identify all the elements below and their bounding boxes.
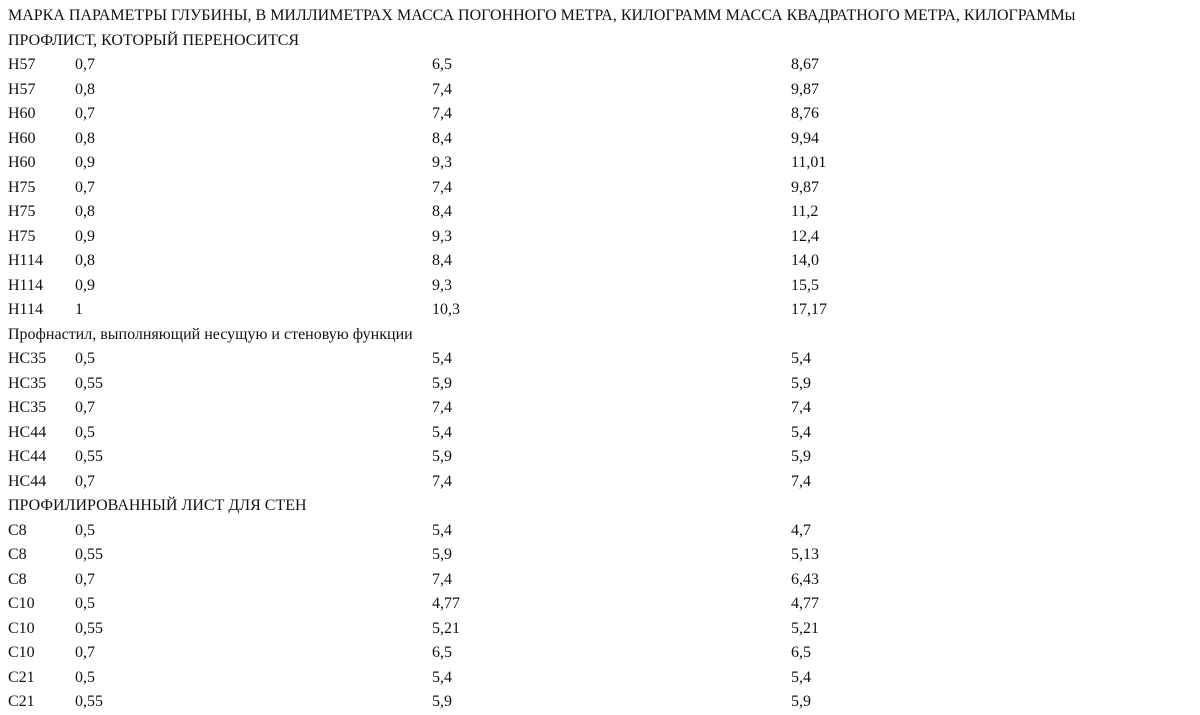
mark-cell: С21 [8,668,35,686]
depth-cell: 0,8 [75,252,95,269]
square-mass-cell: 12,4 [791,227,819,245]
square-mass-cell: 7,4 [791,399,811,416]
depth-cell: 0,5 [75,668,95,686]
linear-mass-cell: 5,9 [432,546,452,563]
linear-mass-cell: 8,4 [432,203,452,220]
table-row [8,225,1200,250]
linear-mass-cell: 7,4 [432,105,452,122]
table-row [8,127,1200,152]
table-row [8,274,1200,299]
mark-cell: Н57 [8,80,36,98]
depth-cell: 0,8 [75,129,95,147]
table-header: МАРКА ПАРАМЕТРЫ ГЛУБИНЫ, В МИЛЛИМЕТРАХ МАССА ПОГОННОГО МЕТРА, КИЛОГРАММ МАССА КВАДРАТНОГО МЕТРА, КИЛОГРАММы [8,7,1076,24]
square-mass-cell: 8,67 [791,56,819,73]
square-mass-cell: 9,87 [791,80,819,98]
mark-cell: С8 [8,546,27,563]
square-mass-cell: 5,9 [791,374,811,392]
table-body [8,29,1200,715]
table-row [8,445,1200,470]
linear-mass-cell: 7,4 [432,399,452,416]
table-row [8,249,1200,274]
table-row [8,421,1200,446]
mark-cell: НС44 [8,423,47,441]
table-row [8,176,1200,201]
linear-mass-cell: 9,3 [432,227,452,245]
depth-cell: 0,55 [75,448,103,465]
depth-cell: 0,7 [75,399,95,416]
mark-cell: Н114 [8,276,43,294]
square-mass-cell: 17,17 [791,301,827,318]
depth-cell: 0,55 [75,374,103,392]
table-row [8,568,1200,593]
table-row [8,200,1200,225]
depth-cell: 0,7 [75,570,95,588]
mark-cell: С10 [8,644,35,661]
linear-mass-cell: 9,3 [432,276,452,294]
square-mass-cell: 5,9 [791,448,811,465]
mark-cell: С10 [8,595,35,612]
square-mass-cell: 6,5 [791,644,811,661]
depth-cell: 1 [75,301,83,318]
linear-mass-cell: 5,4 [432,668,452,686]
depth-cell: 0,55 [75,693,103,710]
depth-cell: 0,55 [75,619,103,637]
linear-mass-cell: 8,4 [432,129,452,147]
mark-cell: Н60 [8,154,36,171]
square-mass-cell: 5,13 [791,546,819,563]
square-mass-cell: 14,0 [791,252,819,269]
table-row [8,690,1200,715]
linear-mass-cell: 7,4 [432,570,452,588]
square-mass-cell: 5,4 [791,668,811,686]
table-row [8,78,1200,103]
depth-cell: 0,5 [75,350,95,367]
table-row [8,519,1200,544]
square-mass-cell: 4,77 [791,595,819,612]
depth-cell: 0,5 [75,521,95,539]
square-mass-cell: 11,2 [791,203,819,220]
mark-cell: НС44 [8,448,47,465]
square-mass-cell: 8,76 [791,105,819,122]
depth-cell: 0,8 [75,203,95,220]
mark-cell: Н75 [8,203,36,220]
linear-mass-cell: 6,5 [432,644,452,661]
linear-mass-cell: 9,3 [432,154,452,171]
square-mass-cell: 5,4 [791,350,811,367]
mark-cell: НС35 [8,374,47,392]
section-title: ПРОФИЛИРОВАННЫЙ ЛИСТ ДЛЯ СТЕН [8,497,307,514]
linear-mass-cell: 4,77 [432,595,460,612]
square-mass-cell: 9,87 [791,178,819,196]
table-row [8,592,1200,617]
mark-cell: Н114 [8,301,43,318]
depth-cell: 0,7 [75,472,95,490]
table-row [8,543,1200,568]
table-row [8,372,1200,397]
depth-cell: 0,7 [75,178,95,196]
mark-cell: Н57 [8,56,36,73]
table-row [8,666,1200,691]
mark-cell: С10 [8,619,35,637]
linear-mass-cell: 5,9 [432,448,452,465]
depth-cell: 0,5 [75,423,95,441]
square-mass-cell: 6,43 [791,570,819,588]
square-mass-cell: 15,5 [791,276,819,294]
mark-cell: С21 [8,693,35,710]
section-title: ПРОФЛИСТ, КОТОРЫЙ ПЕРЕНОСИТСЯ [8,31,300,49]
depth-cell: 0,8 [75,80,95,98]
linear-mass-cell: 7,4 [432,178,452,196]
mark-cell: Н60 [8,105,36,122]
table-row [8,151,1200,176]
linear-mass-cell: 8,4 [432,252,452,269]
linear-mass-cell: 5,9 [432,374,452,392]
depth-cell: 0,9 [75,227,95,245]
square-mass-cell: 9,94 [791,129,819,147]
table-row [8,102,1200,127]
mark-cell: С8 [8,570,27,588]
linear-mass-cell: 5,4 [432,521,452,539]
table-row [8,396,1200,421]
mark-cell: Н60 [8,129,36,147]
mark-cell: Н114 [8,252,43,269]
mark-cell: Н75 [8,178,36,196]
mark-cell: С8 [8,521,27,539]
linear-mass-cell: 5,4 [432,423,452,441]
square-mass-cell: 5,21 [791,619,819,637]
table-row [8,298,1200,323]
mark-cell: НС35 [8,350,47,367]
table-row [8,470,1200,495]
table-row [8,641,1200,666]
depth-cell: 0,9 [75,154,95,171]
depth-cell: 0,7 [75,56,95,73]
depth-cell: 0,55 [75,546,103,563]
linear-mass-cell: 10,3 [432,301,460,318]
linear-mass-cell: 5,4 [432,350,452,367]
depth-cell: 0,9 [75,276,95,294]
depth-cell: 0,7 [75,105,95,122]
square-mass-cell: 5,4 [791,423,811,441]
square-mass-cell: 7,4 [791,472,811,490]
square-mass-cell: 11,01 [791,154,827,171]
mark-cell: Н75 [8,227,36,245]
depth-cell: 0,5 [75,595,95,612]
linear-mass-cell: 7,4 [432,80,452,98]
linear-mass-cell: 5,9 [432,693,452,710]
mark-cell: НС35 [8,399,47,416]
linear-mass-cell: 6,5 [432,56,452,73]
table-row [8,347,1200,372]
mark-cell: НС44 [8,472,47,490]
linear-mass-cell: 7,4 [432,472,452,490]
square-mass-cell: 4,7 [791,521,811,539]
section-title: Профнастил, выполняющий несущую и стеновую функции [8,325,413,343]
table-row [8,53,1200,78]
linear-mass-cell: 5,21 [432,619,460,637]
square-mass-cell: 5,9 [791,693,811,710]
table-row [8,617,1200,642]
depth-cell: 0,7 [75,644,95,661]
